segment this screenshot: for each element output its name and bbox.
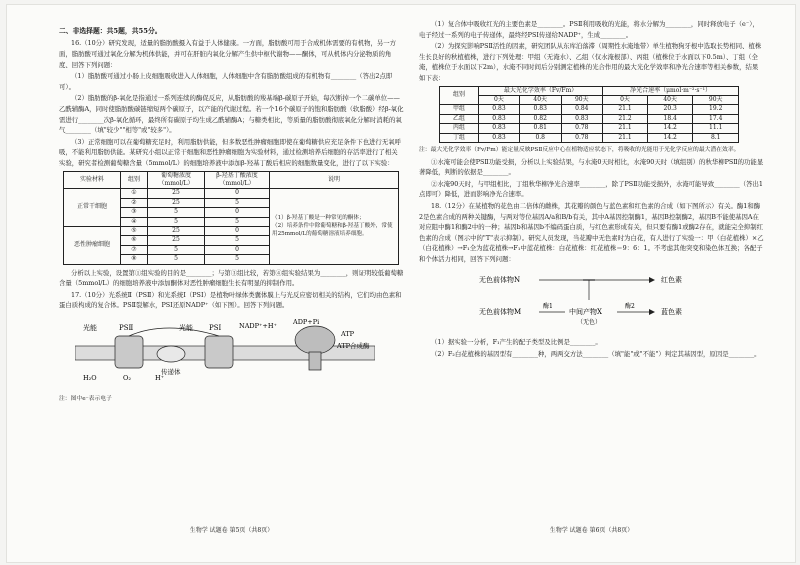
- glucose-cell: 5: [148, 208, 205, 217]
- diagram-note: 注：图中e⁻表示电子: [59, 395, 112, 402]
- table-header: 实验材料: [64, 171, 121, 189]
- table-row: [440, 133, 739, 142]
- note-line: （2）培养条件中除葡萄糖和β-羟基丁酸外，常使用25mmol/L的葡萄糖溶液培养细胞。: [272, 223, 393, 238]
- table-header: 最大光化学效率（Fv/Fm）: [479, 86, 603, 95]
- table-cell: 0.78: [561, 124, 603, 133]
- carrier: [157, 346, 185, 362]
- table-cell: 0.83: [479, 124, 520, 133]
- table-cell: 18.4: [647, 114, 692, 123]
- note-line: （1）β-羟基丁酸是一种常见的酮体；: [272, 215, 365, 222]
- group-cell: ⑦: [121, 245, 148, 254]
- table-header: β-羟基丁酸浓度（mmol/L）: [205, 171, 270, 189]
- table-row: [440, 124, 739, 133]
- group-cell: ①: [121, 189, 148, 198]
- table-cell: 丁组: [440, 133, 479, 142]
- table-cell: 8.1: [693, 133, 739, 142]
- precursor-n-label: 无色前体物N: [479, 275, 521, 284]
- q18-sub1: （1）据实验一分析，F₁产生的配子类型及比例是________。: [431, 338, 602, 347]
- bhb-cell: 0: [205, 245, 270, 254]
- ps2-label: PSⅡ: [119, 323, 134, 332]
- q16-table: [63, 171, 399, 265]
- table-cell: 0.83: [479, 105, 520, 114]
- table-header: 组别: [121, 171, 148, 189]
- table-cell: 0.78: [561, 133, 603, 142]
- glucose-cell: 25: [148, 198, 205, 207]
- material-cell: 正常干细胞: [64, 189, 121, 227]
- table-header: 组别: [440, 86, 479, 105]
- section-heading: 二、非选择题：共5题，共55分。: [59, 26, 162, 35]
- q17-sub1: ①水淹可能会使PSⅡ功能受损，分析以上实验结果，与水淹0天时相比，水淹90天时（填组别）的秋华柳PSⅡ的功能显著降低，判断的依据是________。: [419, 157, 764, 177]
- bhb-cell: 5: [205, 198, 270, 207]
- carrier-label: 传递体: [161, 367, 181, 376]
- nadp-label: NADP⁺+H⁺: [239, 321, 277, 330]
- intermediate-sub: （无色）: [577, 318, 602, 326]
- light-label: 光能: [179, 323, 193, 332]
- table-cell: 21.1: [603, 133, 648, 142]
- water-label: H₂O: [83, 373, 97, 382]
- q16-part2: （2）脂肪酸的β-氧化是指通过一系列连续的酶促反应，从脂肪酸的羧基端β-碳原子开始，每次断掉一个二碳单位——乙酰辅酶A，同时使脂肪酸碳链缩短两个碳原子，以产能的代谢过程。若一个16个碳原子的饱和脂肪酸（软脂酸）经β-氧化需进行________次β-氧化循环，最终所有碳原子均生成乙酰辅酶A；与糖类相比，等质量的脂肪酸彻底氧化分解时消耗的氧气________（填"较少""相等"或"较多"）。: [59, 94, 404, 135]
- electron-path: [129, 328, 219, 336]
- q17-intro: 17.（10分）光系统Ⅱ（PSⅡ）和光系统Ⅰ（PSⅠ）是植物叶绿体类囊体膜上与光反应密切相关的结构，它们均由色素和蛋白质构成的复合体。PSⅡ裂解水，PSⅠ还原NADP⁺（如下图）。回答下列问题。: [59, 290, 402, 310]
- group-cell: ②: [121, 198, 148, 207]
- q16-part3: （3）正常细胞可以在葡萄糖充足时，利用脂肪供能，但多数恶性肿瘤细胞即使在葡萄糖供应充足条件下也进行无氧呼吸，不能利用脂肪供能。某研究小组以正常干细胞和恶性肿瘤细胞为实验材料，通过检测培养后细胞的存活率进行了相关实验，研究者检测葡萄糖含量（5mmol/L）的细胞培养液中添加β-羟基丁酸后相应的细胞数量变化，进行了以下实验：: [59, 137, 401, 167]
- enzyme1-label: 酶1: [543, 302, 553, 310]
- oxygen-label: O₂: [123, 373, 131, 382]
- group-cell: ③: [121, 208, 148, 217]
- group-cell: ⑧: [121, 255, 148, 264]
- pigment-pathway-diagram: [439, 270, 739, 332]
- table-cell: 21.1: [603, 105, 648, 114]
- table-header: 净光合速率（μmol·m⁻²·s⁻¹）: [603, 86, 739, 95]
- ps1-label: PSⅠ: [209, 323, 222, 332]
- adp-label: ADP+Pi: [293, 317, 320, 326]
- table-cell: 21.2: [603, 114, 648, 123]
- bhb-cell: 5: [205, 236, 270, 245]
- day-header: 0天: [479, 95, 520, 104]
- table-cell: 14.2: [647, 124, 692, 133]
- table-cell: 0.84: [561, 105, 603, 114]
- arrowhead: [649, 309, 655, 315]
- atp-synthase: [295, 326, 335, 354]
- q16-part1: （1）脂肪酸可通过小肠上皮细胞吸收进入人体细胞，人体细胞中含有脂肪酸组成的有机物有________（答出2点即可）。: [59, 72, 393, 91]
- group-cell: ⑥: [121, 236, 148, 245]
- day-header: 90天: [561, 95, 603, 104]
- thylakoid-diagram: [75, 316, 375, 388]
- table-cell: 丙组: [440, 124, 479, 133]
- table-cell: 21.1: [603, 124, 648, 133]
- table-cell: 0.81: [519, 124, 561, 133]
- table-row: [440, 114, 739, 123]
- day-header: 40天: [647, 95, 692, 104]
- ps1-complex: [205, 336, 233, 368]
- page-footer: 生物学 试题卷 第5页（共8页）: [189, 527, 274, 535]
- table-cell: 19.2: [693, 105, 739, 114]
- bhb-cell: 0: [205, 226, 270, 235]
- table-cell: 0.83: [519, 105, 561, 114]
- table-note: 注：最大光化学效率（Fv/Fm）能定量反映PSⅡ反应中心在植物适应状态下，将吸收的光能用于光化学反应的最大潜在效率。: [419, 147, 740, 153]
- group-cell: ④: [121, 217, 148, 226]
- table-cell: 11.1: [693, 124, 739, 133]
- page-5: [59, 19, 404, 539]
- bhb-cell: 5: [205, 217, 270, 226]
- bhb-cell: 0: [205, 189, 270, 198]
- light-label: 光能: [83, 323, 97, 332]
- table-cell: 20.3: [647, 105, 692, 114]
- blue-pigment-label: 蓝色素: [661, 307, 682, 316]
- table-cell: 0.83: [479, 114, 520, 123]
- atp-label: ATP: [341, 329, 355, 338]
- synthase-label: ATP合成酶: [337, 341, 370, 350]
- bhb-cell: 0: [205, 208, 270, 217]
- note-cell: [270, 189, 399, 264]
- q17-sub2: ②水淹90天时，与甲组相比，丁组秋华柳净光合速率________，除了PSⅡ功能受损外，水淹可能导致________（答出1点即可）降低，进而影响净光合速率。: [419, 179, 763, 199]
- table-cell: 甲组: [440, 105, 479, 114]
- table-cell: 乙组: [440, 114, 479, 123]
- table-row: [440, 105, 739, 114]
- enzyme2-label: 酶2: [625, 302, 635, 310]
- table-cell: 14.2: [647, 133, 692, 142]
- table-cell: 0.8: [519, 133, 561, 142]
- q17-part1: （1）复合体中吸收红光的主要色素是________。PSⅡ利用吸收的光能，将水分解为________，同时释放电子（e⁻），电子经过一系列的电子传递体，最终经PSⅠ传递给NADP⁺，生成________。: [419, 20, 759, 39]
- group-cell: ⑤: [121, 226, 148, 235]
- red-pigment-label: 红色素: [661, 275, 682, 284]
- bhb-cell: 5: [205, 255, 270, 264]
- glucose-cell: 25: [148, 226, 205, 235]
- table-cell: 0.82: [519, 114, 561, 123]
- q17-table: [439, 86, 739, 143]
- intermediate-label: 中间产物X: [569, 307, 602, 316]
- day-header: 90天: [693, 95, 739, 104]
- glucose-cell: 5: [148, 255, 205, 264]
- table-header: 说明: [270, 171, 399, 189]
- h-plus-label: H⁺: [155, 373, 165, 382]
- table-cell: 17.4: [693, 114, 739, 123]
- glucose-cell: 25: [148, 189, 205, 198]
- precursor-m-label: 无色前体物M: [479, 307, 522, 316]
- ps2-complex: [115, 336, 143, 368]
- table-cell: 0.83: [561, 114, 603, 123]
- q17-part2: （2）为探究影响PSⅡ活性的因素，研究团队从东库泊落滞（周期性水淹地带）单生植物狗牙根中选取长势相同、植株生长良好的秋植植株，进行下列处理：甲组（无淹水）、乙组（仅水淹根部）、丙组（植株位于水面以下0.5m）、丁组（全淹，植株位于水面以下2m），水淹不同时间后分别测定植株的光合作用的最大光化学效率和净光合速率等相关参数，结果如下表：: [419, 42, 762, 82]
- atp-synthase-stalk: [309, 352, 321, 370]
- material-cell: 恶性肿瘤细胞: [64, 226, 121, 264]
- glucose-cell: 5: [148, 217, 205, 226]
- glucose-cell: 5: [148, 245, 205, 254]
- table-header: 葡萄糖浓度（mmol/L）: [148, 171, 205, 189]
- q18-sub2: （2）F₂白花植株的基因型有________种，两两交方法________（填"能"或"不能"）判定其基因型，原因是________。: [431, 349, 761, 358]
- exam-sheet: [6, 4, 796, 563]
- q18-intro: 18.（12分）在某植物的花色由二倍体的雌株，其花瓣的颜色与蓝色素和红色素的合成（如下图所示）有关。酶1和酶2是色素合成的两种关键酶，与两对等位基因A/a和B/b有关，其中A基因控制酶1，基因B控制酶2，基因B不能使基因A在对应阻中酶1和酶2中的一种；基因b和基因b不编码蛋白质，与红色素形成有关，但只要有酶1或酶2存在，就能完全抑制红色素的合成（图示中的"T"表示抑制）。研究人员发现，当花瓣中无色素时为白花，有人进行了实验一：甲（白花植株）×乙（白花植株）→F₁全为蓝花植株→F₁中蓝花植株：白花植株：红花植株＝9：6：1。不考虑其他突变和染色体互换；各配子和个体活力相同，回答下列问题：: [419, 201, 764, 263]
- table-cell: 0.83: [479, 133, 520, 142]
- page-footer: 生物学 试题卷 第6页（共8页）: [549, 527, 634, 535]
- glucose-cell: 25: [148, 236, 205, 245]
- q16-analysis: 分析以上实验，设置第①组实验的目的是________；与第③组比较，若第④组实验结果为________，则证明较低葡萄糖含量（5mmol/L）的细胞培养液中添加酮体对恶性肿瘤细胞生长有明显的抑制作用。: [59, 268, 404, 288]
- page-6: [419, 19, 764, 539]
- day-header: 0天: [603, 95, 648, 104]
- q16-intro: 16.（10分）研究发现，适量的脂肪酸摄入有益于人体健康。一方面，脂肪酸可用于合成机体需要的有机物，另一方面，脂肪酸可通过氧化分解为机体供能，并可在肝脏内氧化分解产生供中枢代谢物——酮体，可从机体内分泌物质的角度、回答下列问题：: [59, 39, 397, 69]
- arrowhead: [649, 277, 655, 283]
- day-header: 40天: [519, 95, 561, 104]
